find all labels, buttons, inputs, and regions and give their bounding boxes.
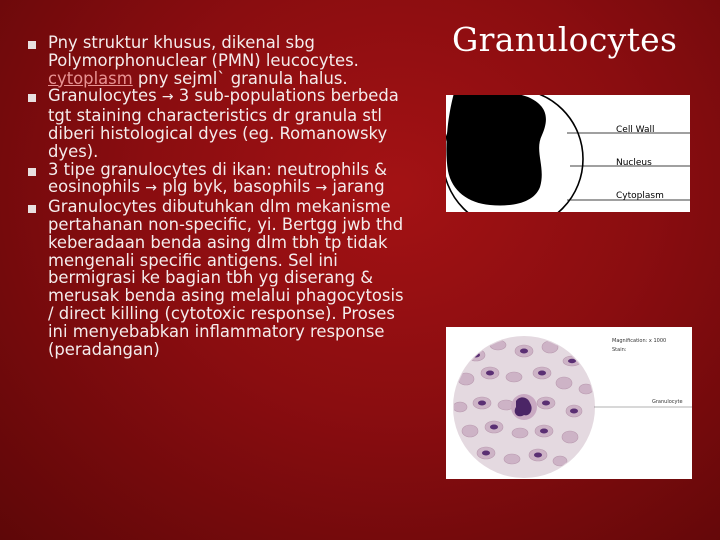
bullet-square-icon (28, 168, 36, 176)
arrow-right-icon: → (161, 89, 174, 106)
micrograph-svg (446, 327, 692, 479)
nucleus-shape (446, 95, 546, 205)
bullet-item-1 (28, 34, 408, 87)
bullet-4-text: Granulocytes dibutuhkan dlm mekanisme pertahanan non-specific, yi. Bertgg jwb thd keberadaan benda asing dlm tbh tp tidak mengenali specific antigens. Sel ini bermigrasi ke bagian tbh yg diserang & merusak benda asing melalui phagocytosis / direct killing (cytotoxic response). Proses ini menyebabkan inflammatory response (peradangan) (48, 197, 404, 359)
granulocyte-diagram-svg (446, 95, 690, 212)
nucleus-label: Nucleus (616, 158, 652, 168)
bullet-item-4 (28, 198, 408, 358)
bullet-3-text-b: plg byk, basophils (157, 177, 316, 197)
bullet-item-2 (28, 87, 408, 160)
cytoplasm-link[interactable]: cytoplasm (48, 68, 133, 88)
bullet-item-3 (28, 161, 408, 199)
cytoplasm-label: Cytoplasm (616, 191, 664, 201)
slide-title: Granulocytes (452, 20, 678, 59)
bullet-1-text-pre: Pny struktur khusus, dikenal sbg Polymorphonuclear (PMN) leucocytes. (48, 33, 359, 70)
bullet-2-text-b: 3 sub-populations berbeda tgt staining characteristics dr granula stl diberi histological dyes (eg. Romanowsky dyes). (48, 86, 399, 161)
bullet-1-text-post: pny sejml` granula halus. (132, 68, 348, 88)
granulocyte-label: Granulocyte (652, 399, 683, 405)
bullet-3-text-c: jarang (327, 177, 385, 197)
magnification-label: Magnification: x 1000 (612, 338, 667, 344)
granulocyte-diagram (446, 95, 690, 212)
bullet-2-text-a: Granulocytes (48, 86, 162, 106)
bullet-square-icon (28, 94, 36, 102)
cell-wall-label: Cell Wall (616, 125, 655, 135)
granulocyte-cell (511, 394, 537, 420)
bullet-square-icon (28, 205, 36, 213)
micrograph-panel (446, 327, 692, 479)
bullet-list (28, 34, 408, 358)
bullet-3-text-a: 3 tipe granulocytes di ikan: neutrophils & eosinophils (48, 159, 388, 197)
bullet-square-icon (28, 41, 36, 49)
arrow-right-icon: → (315, 180, 328, 197)
arrow-right-icon: → (145, 180, 158, 197)
stain-label: Stain: (612, 347, 627, 353)
